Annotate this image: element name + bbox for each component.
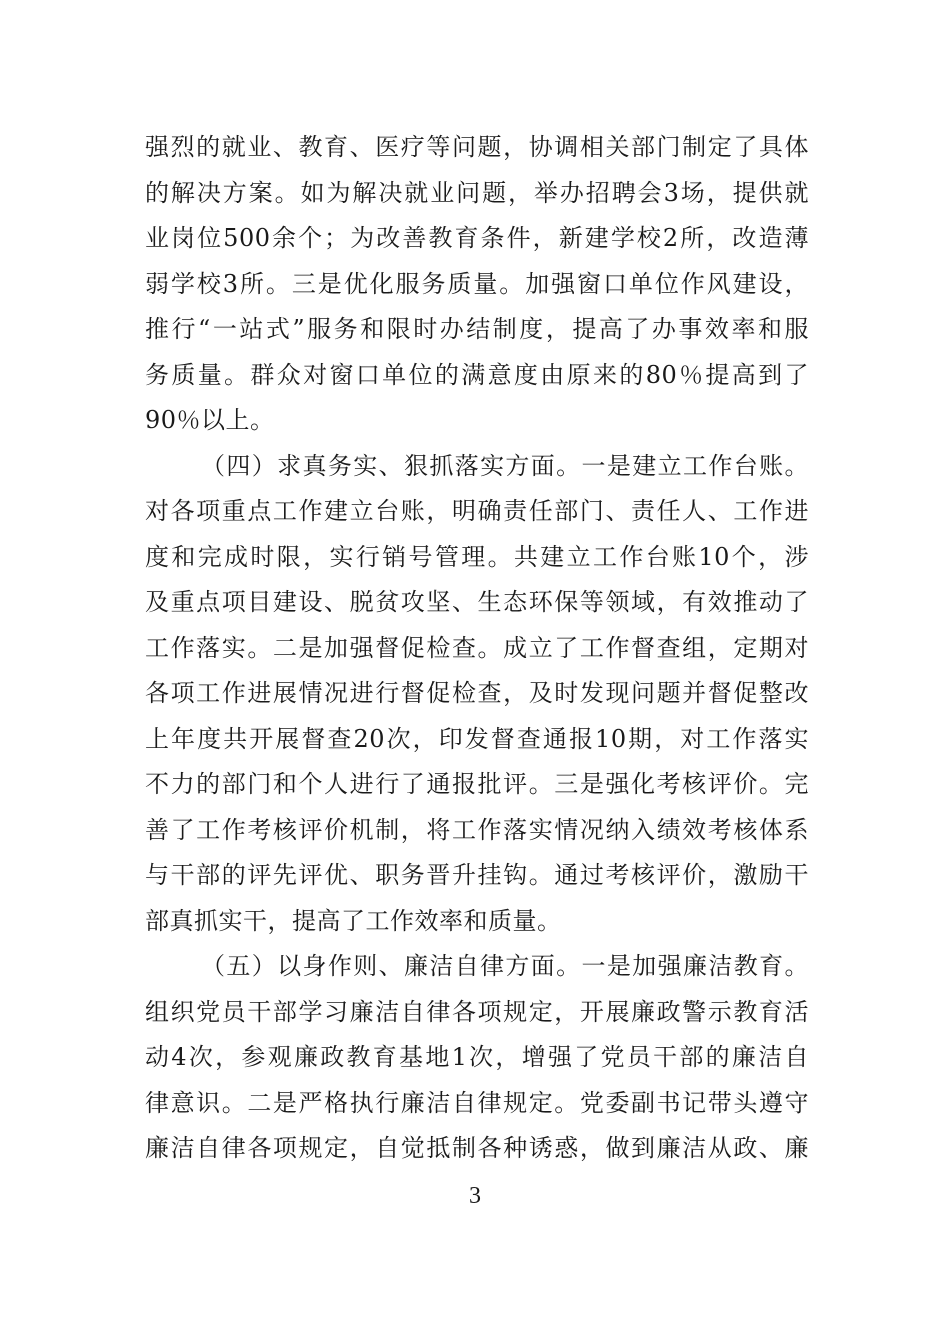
text-line: 强烈的就业、教育、医疗等问题，协调相关部门制定了具体 [145, 133, 809, 161]
page-number: 3 [469, 1183, 481, 1209]
text-line: 务质量。群众对窗口单位的满意度由原来的80％提高到了 [145, 360, 809, 389]
text-line: 对各项重点工作建立台账，明确责任部门、责任人、工作进 [145, 497, 809, 525]
text-line: 工作落实。二是加强督促检查。成立了工作督查组，定期对 [145, 633, 809, 662]
text-line: 及重点项目建设、脱贫攻坚、生态环保等领域，有效推动了 [145, 588, 809, 616]
text-line: 动4次，参观廉政教育基地1次，增强了党员干部的廉洁自 [145, 1043, 809, 1071]
text-line: 业岗位500余个；为改善教育条件，新建学校2所，改造薄 [145, 224, 809, 252]
text-line: 与干部的评先评优、职务晋升挂钩。通过考核评价，激励干 [145, 861, 809, 889]
text-line: 上年度共开展督查20次，印发督查通报10期，对工作落实 [145, 724, 809, 753]
text-line: 廉洁自律各项规定，自觉抵制各种诱惑，做到廉洁从政、廉 [145, 1134, 809, 1162]
text-line: 推行“一站式”服务和限时办结制度，提高了办事效率和服 [145, 315, 809, 343]
section-heading-line: （四）求真务实、狠抓落实方面。一是建立工作台账。 [201, 451, 809, 480]
text-line: 部真抓实干，提高了工作效率和质量。 [145, 906, 562, 935]
text-line: 弱学校3所。三是优化服务质量。加强窗口单位作风建设， [145, 269, 809, 298]
body-text [145, 125, 809, 1172]
text-line: 不力的部门和个人进行了通报批评。三是强化考核评价。完 [145, 770, 809, 798]
text-line: 度和完成时限，实行销号管理。共建立工作台账10个，涉 [145, 542, 809, 571]
text-line: 善了工作考核评价机制，将工作落实情况纳入绩效考核体系 [145, 815, 809, 844]
text-line: 组织党员干部学习廉洁自律各项规定，开展廉政警示教育活 [145, 997, 809, 1026]
text-line: 律意识。二是严格执行廉洁自律规定。党委副书记带头遵守 [145, 1088, 809, 1117]
text-line: 90％以上。 [145, 406, 275, 434]
section-heading-line: （五）以身作则、廉洁自律方面。一是加强廉洁教育。 [201, 952, 809, 980]
text-line: 各项工作进展情况进行督促检查，及时发现问题并督促整改 [145, 679, 809, 707]
text-line: 的解决方案。如为解决就业问题，举办招聘会3场，提供就 [145, 178, 809, 207]
